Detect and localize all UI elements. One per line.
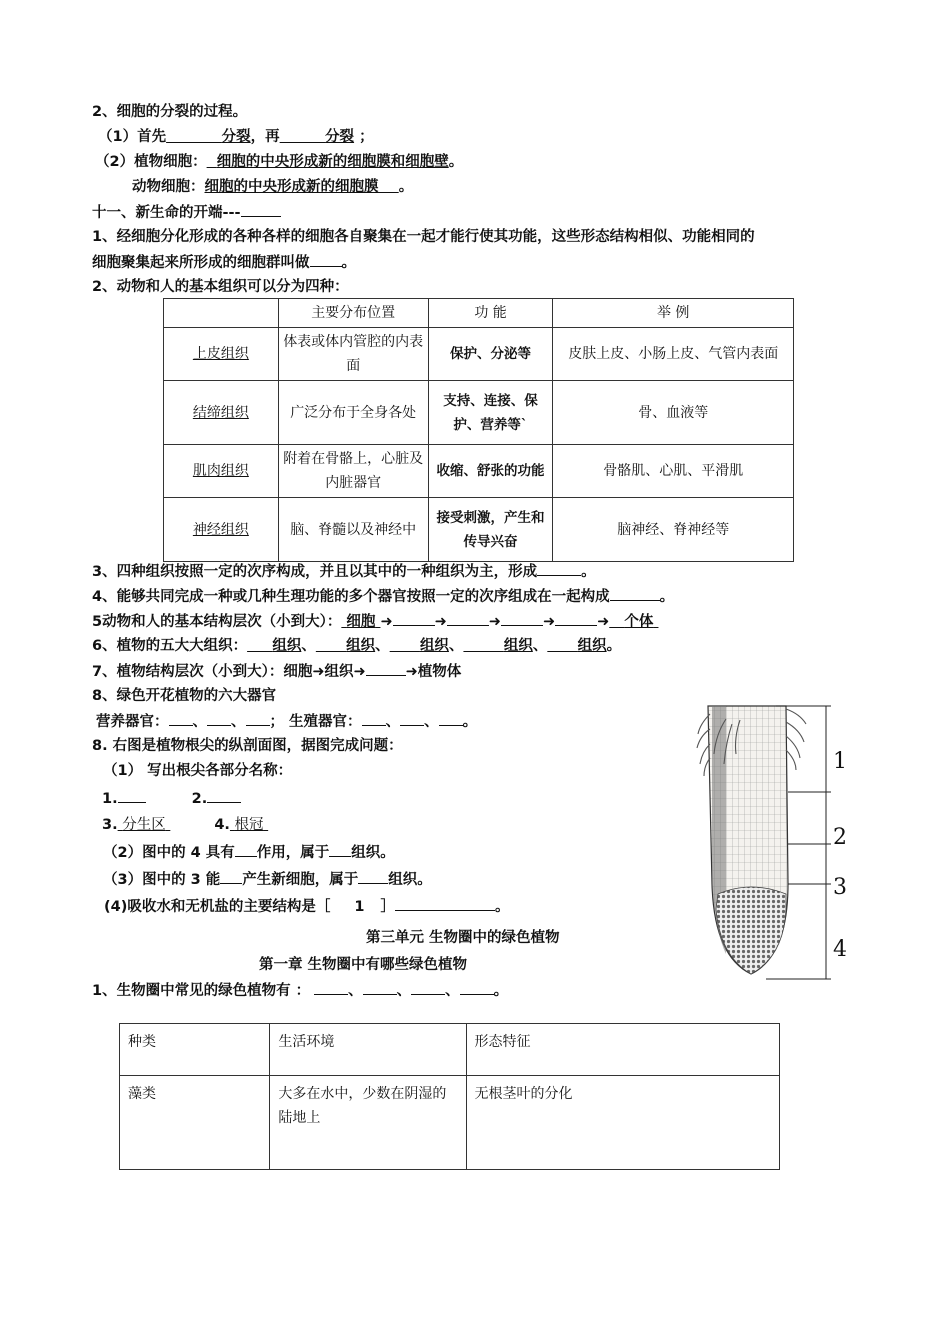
blank bbox=[366, 661, 406, 676]
plant-environment: 大多在水中，少数在阴湿的陆地上 bbox=[270, 1076, 466, 1170]
text-line: 4、能够共同完成一种或几种生理功能的多个器官按照一定的次序组成在一起构成 。 bbox=[92, 586, 674, 607]
line-division-step bbox=[98, 127, 374, 147]
table-row bbox=[164, 328, 794, 381]
text-line: （1） 写出根尖各部分名称： bbox=[103, 763, 293, 779]
table-header: 功 能 bbox=[428, 299, 553, 328]
tissue-function: 接受刺激，产生和传导兴奋 bbox=[428, 498, 553, 562]
blank-answer: 分裂 bbox=[221, 129, 251, 145]
answer: 组织 bbox=[577, 638, 607, 654]
text-line: 3. 分生区 4. 根冠 bbox=[102, 817, 264, 833]
text-line: 1、生物圈中常见的绿色植物有 ： 、 、 、 。 bbox=[92, 980, 508, 1001]
unit-title: 第三单元 生物圈中的绿色植物 bbox=[366, 930, 560, 946]
tissue-function: 收缩、舒张的功能 bbox=[428, 445, 553, 498]
blank bbox=[537, 561, 581, 576]
blank bbox=[610, 586, 660, 601]
tissue-function: 保护、分泌等 bbox=[428, 328, 553, 381]
text-line: 细胞聚集起来所形成的细胞群叫做 。 bbox=[92, 252, 356, 273]
text-line-hierarchy: 5动物和人的基本结构层次（小到大）： 细胞 ➜ ➜ ➜ ➜ ➜ 个体 bbox=[92, 611, 658, 632]
table-row bbox=[120, 1076, 780, 1170]
region-label-3: 3 bbox=[833, 875, 847, 900]
answer: 细胞的中央形成新的细胞膜 bbox=[204, 179, 379, 195]
text-line: 3、四种组织按照一定的次序构成，并且以其中的一种组织为主，形成 。 bbox=[92, 561, 596, 582]
blank-answer: 分裂 bbox=[325, 129, 355, 145]
text-line-organs: 营养器官： 、 、 ； 生殖器官： 、 、 。 bbox=[96, 711, 477, 732]
text: 。 bbox=[398, 179, 414, 195]
region-label-1: 1 bbox=[833, 749, 847, 774]
line-animal-cell bbox=[132, 177, 413, 197]
blank bbox=[310, 252, 342, 267]
text-line: 2、动物和人的基本组织可以分为四种： bbox=[92, 279, 349, 295]
answer: 组织 bbox=[346, 638, 376, 654]
text: （1）首先 bbox=[98, 129, 167, 145]
animal-tissue-table bbox=[163, 298, 794, 562]
answer: 组织 bbox=[503, 638, 533, 654]
answer: 组织 bbox=[272, 638, 302, 654]
text-line: 8、绿色开花植物的六大器官 bbox=[92, 688, 277, 704]
text: （2）植物细胞： bbox=[95, 154, 207, 170]
region-label-4: 4 bbox=[833, 937, 847, 962]
tissue-name: 上皮组织 bbox=[164, 328, 279, 381]
blank bbox=[555, 611, 597, 626]
section-heading-new-life: 十一、新生命的开端--- bbox=[92, 202, 281, 223]
plant-kind: 藻类 bbox=[120, 1076, 270, 1170]
tissue-position: 广泛分布于全身各处 bbox=[278, 381, 428, 445]
tissue-name: 肌肉组织 bbox=[164, 445, 279, 498]
plant-types-table bbox=[119, 1023, 780, 1170]
line-plant-cell bbox=[95, 152, 463, 172]
table-header bbox=[164, 299, 279, 328]
blank bbox=[241, 202, 281, 217]
tissue-example: 皮肤上皮、小肠上皮、气管内表面 bbox=[553, 328, 794, 381]
table-header: 生活环境 bbox=[270, 1024, 466, 1076]
text-line: （3）图中的 3 能 产生新细胞，属于 组织。 bbox=[103, 869, 432, 890]
root-tip-figure bbox=[696, 694, 856, 984]
blank bbox=[393, 611, 435, 626]
table-header: 举 例 bbox=[553, 299, 794, 328]
tissue-function: 支持、连接、保护、营养等` bbox=[428, 381, 553, 445]
table-row bbox=[164, 498, 794, 562]
table-header: 种类 bbox=[120, 1024, 270, 1076]
tissue-position: 附着在骨骼上，心脏及内脏器官 bbox=[278, 445, 428, 498]
text-line-plant-tissues: 6、植物的五大大组织： 组织、 组织、 组织、 组织、 组织。 bbox=[92, 638, 622, 654]
text-line: （2）图中的 4 具有 作用，属于 组织。 bbox=[103, 842, 395, 863]
tissue-position: 脑、脊髓以及神经中 bbox=[278, 498, 428, 562]
table-header: 形态特征 bbox=[466, 1024, 779, 1076]
answer: 组织 bbox=[419, 638, 449, 654]
tissue-position: 体表或体内管腔的内表面 bbox=[278, 328, 428, 381]
text: 。 bbox=[448, 154, 464, 170]
table-row bbox=[164, 381, 794, 445]
tissue-example: 骨、血液等 bbox=[553, 381, 794, 445]
answer: 细胞的中央形成新的细胞膜和细胞壁 bbox=[216, 154, 449, 170]
tissue-example: 脑神经、脊神经等 bbox=[553, 498, 794, 562]
root-cap bbox=[716, 887, 786, 974]
question-root-tip: 8. 右图是植物根尖的纵剖面图，据图完成问题： bbox=[92, 738, 403, 754]
answer: 个体 bbox=[624, 614, 654, 630]
text: ，再 bbox=[250, 129, 280, 145]
text-line: 1. 2. bbox=[102, 788, 241, 809]
text: 动物细胞： bbox=[132, 179, 205, 195]
blank bbox=[447, 611, 489, 626]
plant-feature: 无根茎叶的分化 bbox=[466, 1076, 779, 1170]
region-label-2: 2 bbox=[833, 825, 847, 850]
answer: 细胞 bbox=[346, 614, 376, 630]
chapter-title: 第一章 生物圈中有哪些绿色植物 bbox=[259, 957, 468, 973]
table-row bbox=[164, 445, 794, 498]
section-heading-cell-division: 2、细胞的分裂的过程。 bbox=[92, 104, 248, 120]
tissue-example: 骨骼肌、心肌、平滑肌 bbox=[553, 445, 794, 498]
blank bbox=[501, 611, 543, 626]
table-header: 主要分布位置 bbox=[278, 299, 428, 328]
text-line: 7、植物结构层次（小到大）：细胞➜组织➜ ➜植物体 bbox=[92, 661, 461, 682]
text: ； bbox=[354, 129, 374, 145]
tissue-name: 神经组织 bbox=[164, 498, 279, 562]
tissue-name: 结缔组织 bbox=[164, 381, 279, 445]
text-line: (4)吸收水和无机盐的主要结构是［ 1 ］ 。 bbox=[104, 896, 509, 917]
text-line: 1、经细胞分化形成的各种各样的细胞各自聚集在一起才能行使其功能，这些形态结构相似、功能相同的 bbox=[92, 229, 755, 245]
